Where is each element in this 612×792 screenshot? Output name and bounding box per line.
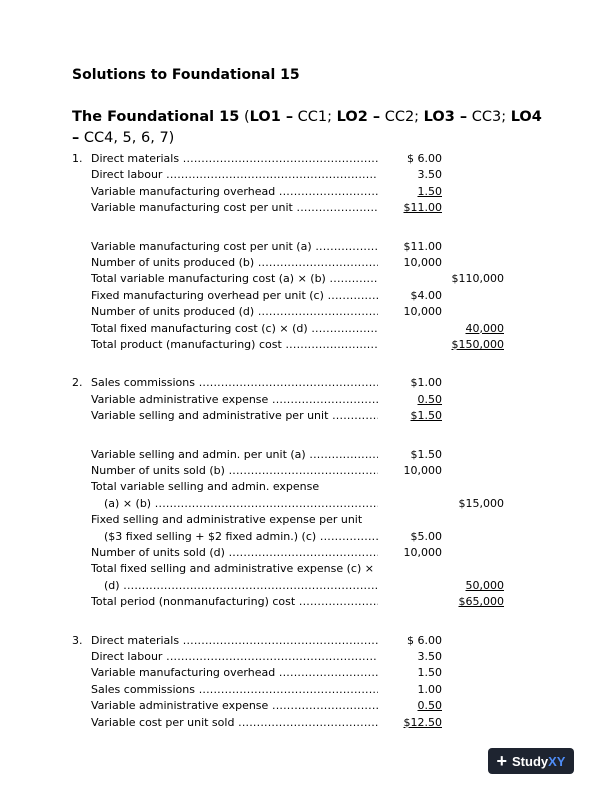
row-label: Variable manufacturing cost per unit (a) ..... xyxy=(91,239,378,255)
per-unit-value: $ 6.00 xyxy=(407,633,442,647)
section-heading: The Foundational 15 (LO1 – CC1; LO2 – CC2; LO3 – CC3; LO4 – CC4, 5, 6, 7) xyxy=(72,109,542,146)
per-unit-value: $4.00 xyxy=(410,288,442,302)
row-label: Variable manufacturing cost per unit ..... xyxy=(91,200,378,216)
row-label: Variable administrative expense ..... xyxy=(91,392,378,408)
per-unit-value: $ 6.00 xyxy=(407,152,442,165)
cc-label: CC3; xyxy=(467,109,511,125)
table-row xyxy=(0,239,612,255)
table-row xyxy=(0,715,612,731)
table-row xyxy=(0,496,612,512)
row-label: Variable selling and admin. per unit (a) ..... xyxy=(91,447,378,463)
lo-label: LO4 – xyxy=(72,109,542,146)
table-row xyxy=(0,375,612,391)
table-row xyxy=(0,633,612,649)
row-label: Total product (manufacturing) cost ..... xyxy=(91,337,378,353)
cc-label: CC4, 5, 6, 7) xyxy=(79,130,175,146)
table-row xyxy=(0,561,612,577)
item-number: 3. xyxy=(72,633,83,647)
per-unit-value: $5.00 xyxy=(410,529,442,543)
item-number: 2. xyxy=(72,376,83,390)
row-label: Variable manufacturing overhead ..... xyxy=(91,184,378,200)
per-unit-value: 1.00 xyxy=(417,682,442,696)
logo-brand-xy: XY xyxy=(548,753,566,769)
row-label: Fixed selling and administrative expense per unit xyxy=(91,513,363,527)
plus-icon: + xyxy=(496,751,508,771)
table-row xyxy=(0,271,612,287)
table-row xyxy=(0,447,612,463)
row-label: Variable manufacturing overhead ..... xyxy=(91,665,378,681)
total-value: $15,000 xyxy=(458,496,504,510)
row-label: Total variable manufacturing cost (a) × (b) ..... xyxy=(91,271,378,287)
table-row xyxy=(0,682,612,698)
per-unit-value: $1.50 xyxy=(410,447,442,461)
cc-label: CC2; xyxy=(380,109,424,125)
per-unit-value: 3.50 xyxy=(417,168,442,182)
per-unit-value: 0.50 xyxy=(417,392,442,406)
row-label: Total variable selling and admin. expense xyxy=(91,480,320,494)
table-row xyxy=(0,665,612,681)
table-row xyxy=(0,167,612,183)
per-unit-value: $11.00 xyxy=(403,239,442,253)
per-unit-value: $1.50 xyxy=(410,409,442,423)
row-label: Number of units produced (d) ..... xyxy=(91,304,378,320)
table-row xyxy=(0,512,612,528)
table-row xyxy=(0,288,612,304)
row-label: Direct materials ..... xyxy=(91,633,378,649)
table-row xyxy=(0,578,612,594)
per-unit-value: 10,000 xyxy=(403,256,442,269)
table-row xyxy=(0,255,612,271)
row-label: Total fixed selling and administrative expense (c) × xyxy=(91,562,374,576)
logo-brand-study: Study xyxy=(512,753,549,769)
row-label: Number of units sold (b) ..... xyxy=(91,463,378,479)
table-row xyxy=(0,463,612,479)
row-label: Direct labour ..... xyxy=(91,649,378,665)
item-number: 1. xyxy=(72,152,83,165)
section-heading-main: The Foundational 15 xyxy=(72,109,240,125)
table-row xyxy=(0,200,612,216)
per-unit-value: 10,000 xyxy=(403,546,442,559)
per-unit-value: 1.50 xyxy=(417,666,442,680)
row-label: Variable selling and administrative per unit ..... xyxy=(91,408,378,424)
row-label: (a) × (b) ..... xyxy=(104,496,378,512)
table-row xyxy=(0,545,612,561)
table-row xyxy=(0,321,612,337)
per-unit-value: $1.00 xyxy=(410,376,442,390)
row-label: Sales commissions ..... xyxy=(91,375,378,391)
row-label: Fixed manufacturing overhead per unit (c) ..... xyxy=(91,288,378,304)
row-label: Total period (nonmanufacturing) cost ..... xyxy=(91,594,378,610)
table-row xyxy=(0,184,612,200)
per-unit-value: $12.50 xyxy=(403,715,442,729)
total-value: $150,000 xyxy=(451,338,504,351)
total-value: $110,000 xyxy=(451,272,504,286)
row-label: Total fixed manufacturing cost (c) × (d) ..... xyxy=(91,321,378,337)
lo-label: LO3 – xyxy=(423,109,468,125)
per-unit-value: 1.50 xyxy=(417,184,442,198)
row-label: Number of units sold (d) ..... xyxy=(91,545,378,561)
row-label: (d) ..... xyxy=(104,578,378,594)
row-label: ($3 fixed selling + $2 fixed admin.) (c) ..... xyxy=(104,529,378,545)
page-title: Solutions to Foundational 15 xyxy=(72,67,300,83)
row-label: Direct materials ..... xyxy=(91,151,378,167)
row-label: Variable cost per unit sold ..... xyxy=(91,715,378,731)
total-value: 50,000 xyxy=(465,578,504,592)
per-unit-value: $11.00 xyxy=(403,201,442,215)
row-label: Direct labour ..... xyxy=(91,167,378,183)
table-row xyxy=(0,529,612,545)
table-row xyxy=(0,304,612,320)
per-unit-value: 10,000 xyxy=(403,464,442,477)
row-label: Number of units produced (b) ..... xyxy=(91,255,378,271)
per-unit-value: 3.50 xyxy=(417,650,442,663)
table-row xyxy=(0,594,612,610)
table-row xyxy=(0,392,612,408)
per-unit-value: 0.50 xyxy=(417,699,442,713)
table-row xyxy=(0,649,612,665)
total-value: $65,000 xyxy=(458,595,504,609)
table-row xyxy=(0,337,612,353)
lo-label: LO2 – xyxy=(336,109,381,125)
row-label: Variable administrative expense ..... xyxy=(91,698,378,714)
table-row xyxy=(0,479,612,495)
lo-label: LO1 – xyxy=(249,109,294,125)
per-unit-value: 10,000 xyxy=(403,305,442,319)
studyxy-logo xyxy=(488,748,574,774)
cc-label: CC1; xyxy=(293,109,337,125)
row-label: Sales commissions ..... xyxy=(91,682,378,698)
table-row xyxy=(0,408,612,424)
table-row xyxy=(0,698,612,714)
table-row xyxy=(0,151,612,167)
total-value: 40,000 xyxy=(465,321,504,335)
